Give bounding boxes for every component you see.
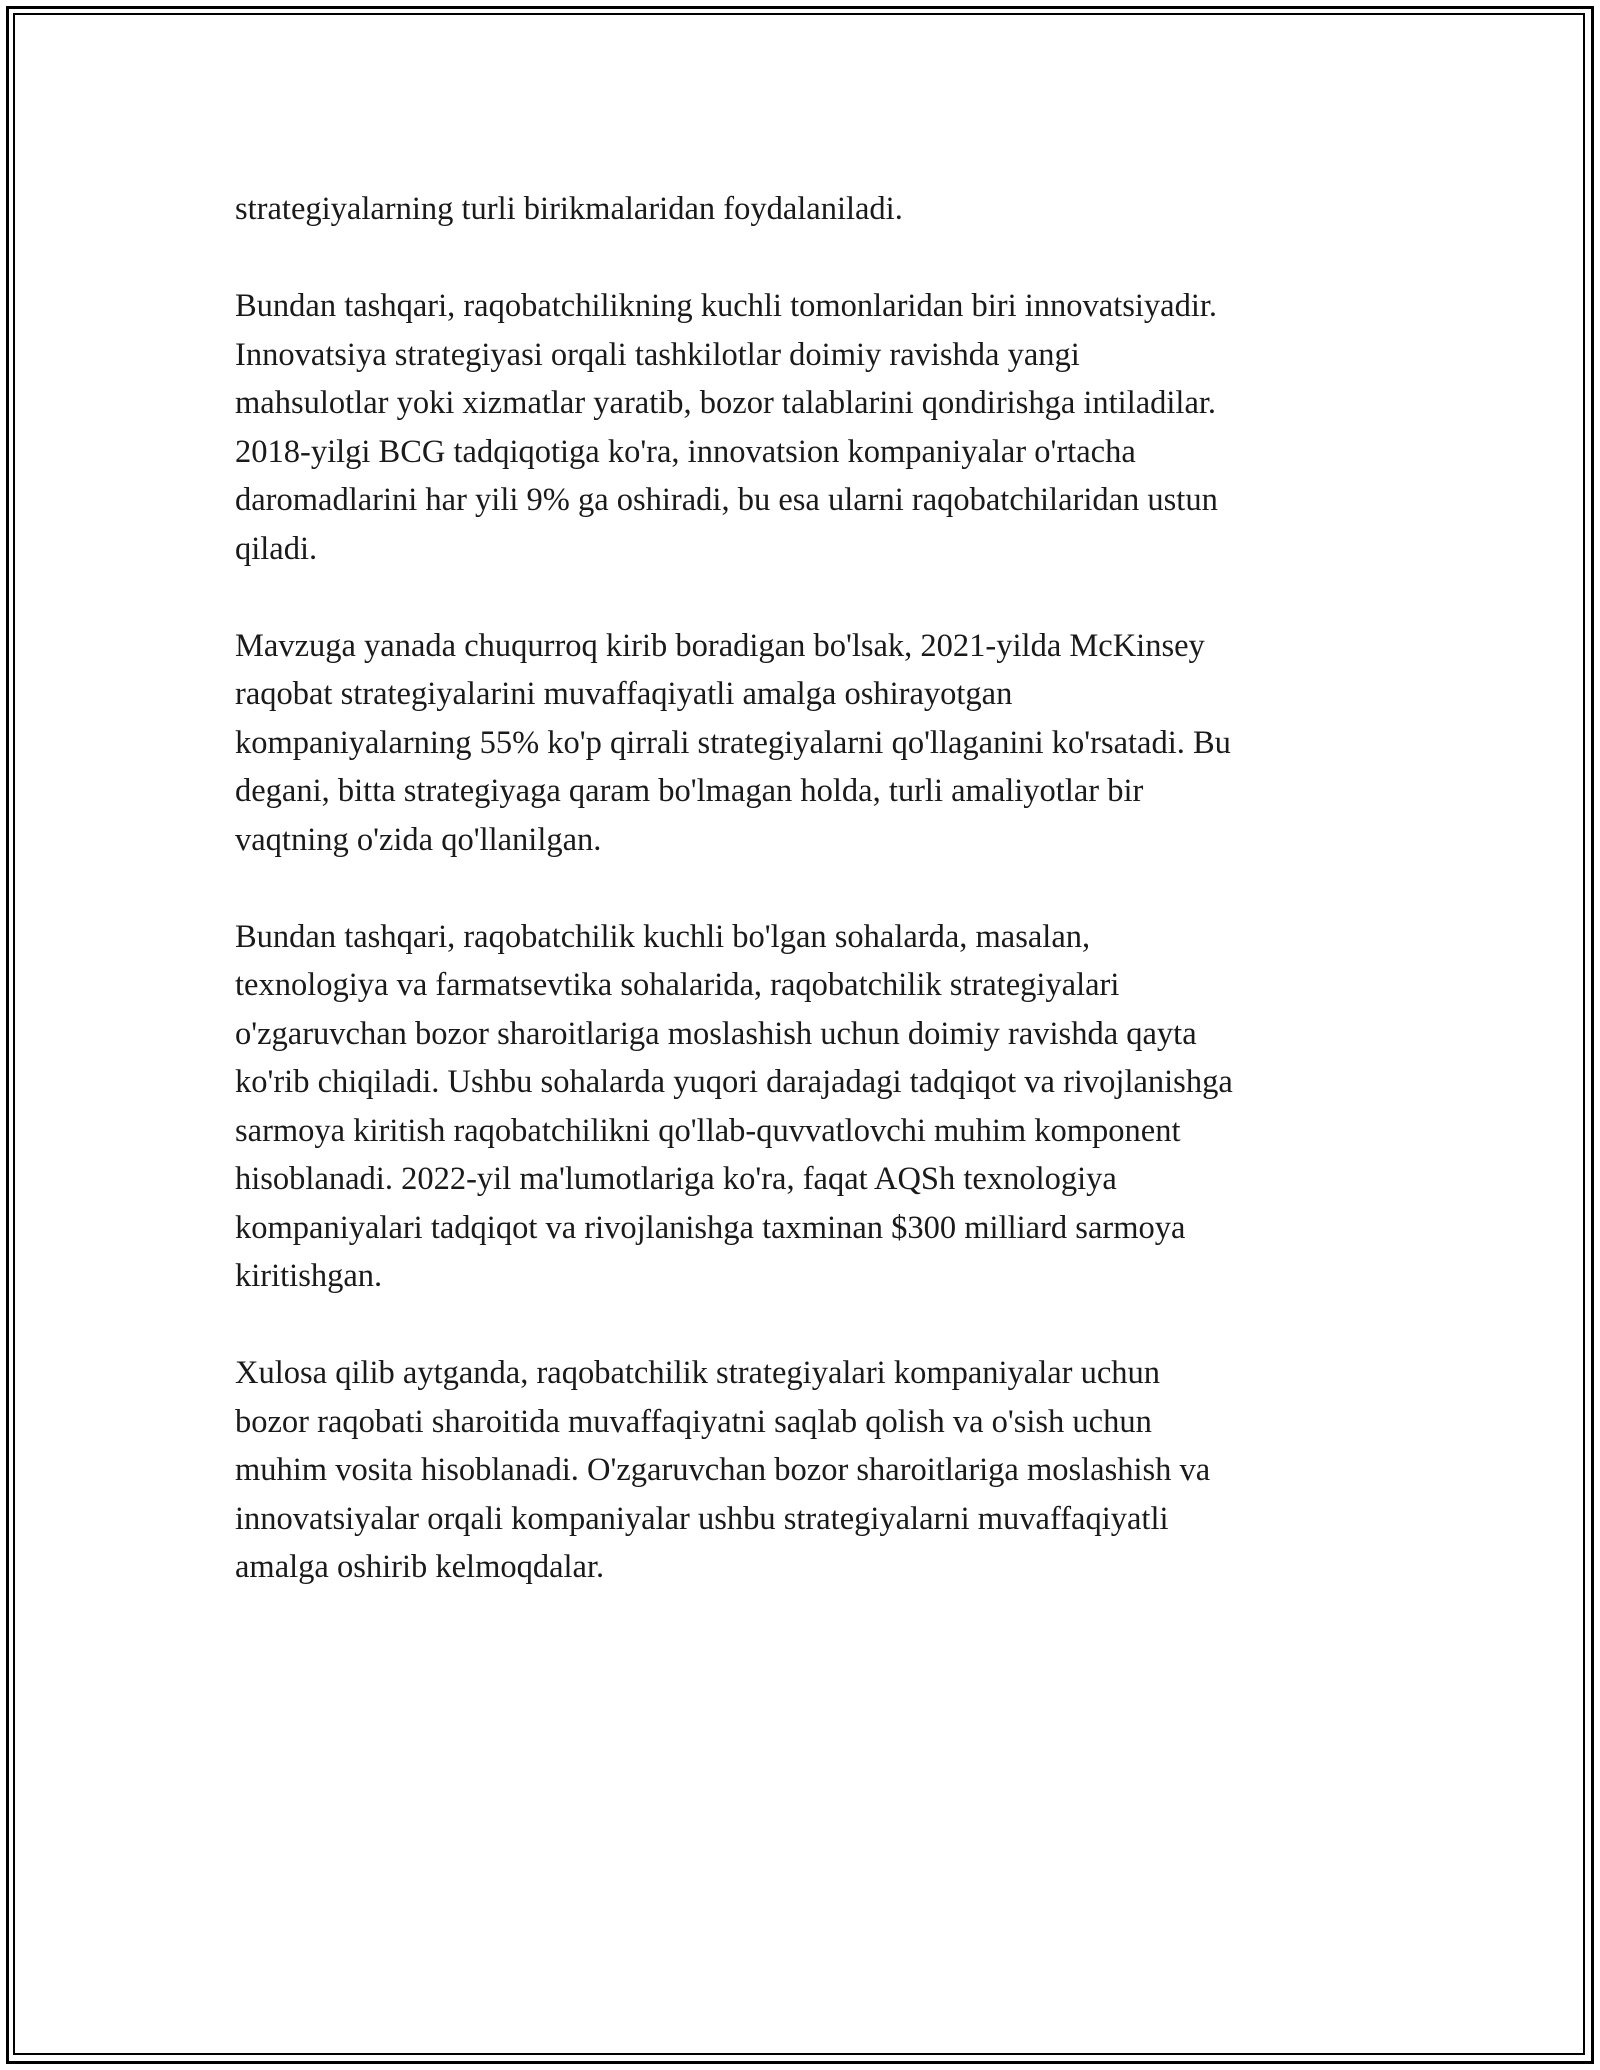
paragraph-industries: Bundan tashqari, raqobatchilik kuchli bo'lgan sohalarda, masalan, texnologiya va farmatsevtika sohalarida, raqobatchilik strategiyalari o'zgaruvchan bozor sharoitlariga moslashish uchun doimiy ravishda qayta ko'rib chiqiladi. Ushbu sohalarda yuqori darajadagi tadqiqot va rivojlanishga sarmoya kiritish raqobatchilikni qo'llab-quvvatlovchi muhim komponent hisoblanadi. 2022-yil ma'lumotlariga ko'ra, faqat AQSh texnologiya kompaniyalari tadqiqot va rivojlanishga taxminan $300 milliard sarmoya kiritishgan. <box>235 918 1233 1294</box>
paragraph-mckinsey: Mavzuga yanada chuqurroq kirib boradigan bo'lsak, 2021-yilda McKinsey raqobat strategiyalarini muvaffaqiyatli amalga oshirayotgan kompaniyalarning 55% ko'p qirrali strategiyalarni qo'llaganini ko'rsatadi. Bu degani, bitta strategiyaga qaram bo'lmagan holda, turli amaliyotlar bir vaqtning o'zida qo'llanilgan. <box>235 627 1231 858</box>
document-body <box>235 185 1375 1640</box>
paragraph-continuation: strategiyalarning turli birikmalaridan foydalaniladi. <box>235 191 903 227</box>
paragraph-innovation: Bundan tashqari, raqobatchilikning kuchli tomonlaridan biri innovatsiyadir. Innovatsiya strategiyasi orqali tashkilotlar doimiy ravishda yangi mahsulotlar yoki xizmatlar yaratib, bozor talablarini qondirishga intiladilar. 2018-yilgi BCG tadqiqotiga ko'ra, innovatsion kompaniyalar o'rtacha daromadlarini har yili 9% ga oshiradi, bu esa ularni raqobatchilaridan ustun qiladi. <box>235 288 1218 567</box>
paragraph-conclusion: Xulosa qilib aytganda, raqobatchilik strategiyalari kompaniyalar uchun bozor raqobati sharoitida muvaffaqiyatni saqlab qolish va o'sish uchun muhim vosita hisoblanadi. O'zgaruvchan bozor sharoitlariga moslashish va innovatsiyalar orqali kompaniyalar ushbu strategiyalarni muvaffaqiyatli amalga oshirib kelmoqdalar. <box>235 1355 1211 1585</box>
